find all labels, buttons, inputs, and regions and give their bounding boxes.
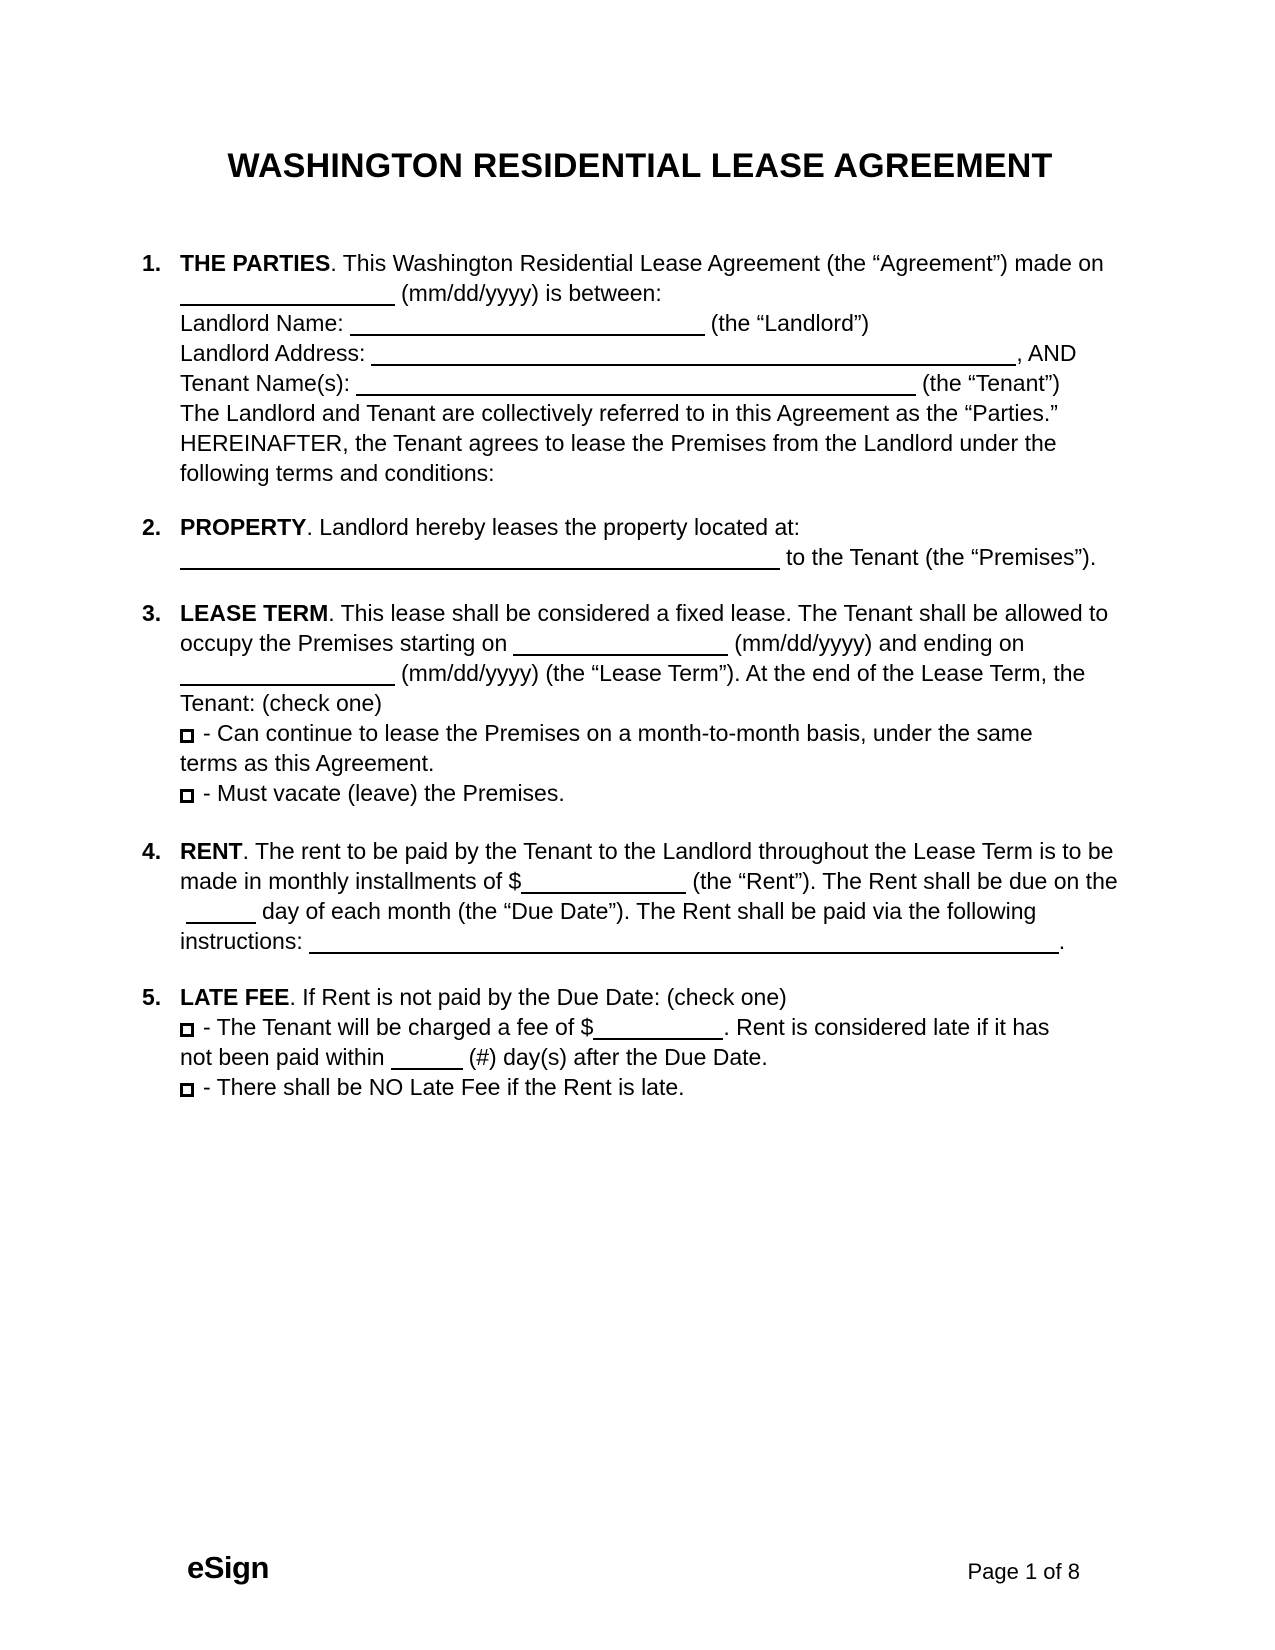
late-fee-option-text-3: (#) day(s) after the Due Date. bbox=[468, 1044, 768, 1070]
no-late-fee-label: - There shall be NO Late Fee if the Rent is late. bbox=[203, 1074, 685, 1100]
hereinafter-paragraph: HEREINAFTER, the Tenant agrees to lease the Premises from the Landlord under the following terms and conditions: bbox=[180, 430, 1057, 486]
parties-intro-text: . This Washington Residential Lease Agreement (the “Agreement”) made on bbox=[330, 250, 1104, 276]
section-lease-term bbox=[142, 598, 1138, 808]
rent-due-day-field[interactable] bbox=[186, 902, 256, 924]
section-number-1: 1. bbox=[142, 250, 162, 276]
late-fee-text-1: . If Rent is not paid by the Due Date: (check one) bbox=[289, 984, 787, 1010]
lease-end-option-vacate bbox=[180, 778, 1138, 808]
rent-text-4: . bbox=[1058, 928, 1066, 954]
late-fee-option-charged bbox=[180, 1012, 1080, 1072]
section-heading-late-fee: LATE FEE bbox=[180, 984, 290, 1010]
section-late-fee bbox=[142, 982, 1138, 1102]
must-vacate-checkbox[interactable] bbox=[180, 789, 194, 803]
late-fee-option-none bbox=[180, 1072, 1138, 1102]
landlord-name-suffix: (the “Landlord”) bbox=[710, 310, 870, 336]
landlord-block bbox=[180, 308, 1138, 368]
landlord-address-suffix: , AND bbox=[1016, 340, 1077, 366]
property-after-blank: to the Tenant (the “Premises”). bbox=[786, 544, 1097, 570]
section-heading-rent: RENT bbox=[180, 838, 243, 864]
lease-term-text-2: (mm/dd/yyyy) and ending on bbox=[734, 630, 1025, 656]
landlord-name-field[interactable] bbox=[350, 314, 705, 336]
section-heading-parties: THE PARTIES bbox=[180, 250, 331, 276]
rent-amount-field[interactable] bbox=[521, 872, 686, 894]
tenant-block bbox=[180, 368, 1138, 398]
landlord-name-label: Landlord Name: bbox=[180, 310, 344, 336]
section-number-4: 4. bbox=[142, 838, 162, 864]
lease-end-option-renew bbox=[180, 718, 1060, 778]
late-fee-option-text-1: - The Tenant will be charged a fee of $ bbox=[203, 1014, 594, 1040]
option-vacate-label: - Must vacate (leave) the Premises. bbox=[203, 780, 565, 806]
lease-term-text-1: . This lease shall be considered a fixed lease. The Tenant shall be allowed to occupy the Premises starting on bbox=[180, 600, 1109, 656]
page-number-label: Page 1 of 8 bbox=[967, 1559, 1080, 1584]
parties-intro-paragraph bbox=[180, 248, 1138, 308]
section-heading-lease-term: LEASE TERM bbox=[180, 600, 329, 626]
parties-collective-note: The Landlord and Tenant are collectively referred to in this Agreement as the “Parties.” bbox=[180, 400, 1058, 426]
property-text: . Landlord hereby leases the property located at: bbox=[306, 514, 801, 540]
rent-text-1: . The rent to be paid by the Tenant to the Landlord throughout the Lease Term is to be made in monthly installments of $ bbox=[180, 838, 1114, 894]
late-fee-amount-field[interactable] bbox=[593, 1018, 723, 1040]
section-rent bbox=[142, 836, 1138, 956]
month-to-month-checkbox[interactable] bbox=[180, 729, 194, 743]
esign-logo: eSign bbox=[187, 1550, 269, 1585]
lease-start-date-field[interactable] bbox=[513, 634, 728, 656]
section-number-2: 2. bbox=[142, 514, 162, 540]
tenant-names-field[interactable] bbox=[356, 374, 916, 396]
tenant-name-label: Tenant Name(s): bbox=[180, 370, 351, 396]
option-renew-label: - Can continue to lease the Premises on a month-to-month basis, under the same terms as this Agreement. bbox=[180, 720, 1033, 776]
landlord-address-label: Landlord Address: bbox=[180, 340, 366, 366]
lease-term-text-3: (mm/dd/yyyy) (the “Lease Term”). At the end of the Lease Term, the Tenant: (check one) bbox=[180, 660, 1086, 716]
property-paragraph bbox=[180, 512, 1138, 572]
lease-term-paragraph bbox=[180, 598, 1138, 718]
property-address-field[interactable] bbox=[180, 548, 780, 570]
late-fee-paragraph bbox=[180, 982, 1138, 1012]
section-property bbox=[142, 512, 1138, 572]
rent-text-2: (the “Rent”). The Rent shall be due on the bbox=[692, 868, 1118, 894]
parties-intro-after-date: (mm/dd/yyyy) is between: bbox=[401, 280, 662, 306]
section-heading-property: PROPERTY bbox=[180, 514, 307, 540]
document-content bbox=[142, 146, 1138, 1102]
payment-instructions-field[interactable] bbox=[309, 932, 1059, 954]
agreement-date-field[interactable] bbox=[180, 284, 395, 306]
lease-end-date-field[interactable] bbox=[180, 664, 395, 686]
landlord-address-field[interactable] bbox=[371, 344, 1016, 366]
no-late-fee-checkbox[interactable] bbox=[180, 1083, 194, 1097]
rent-paragraph bbox=[180, 836, 1138, 956]
late-fee-charged-checkbox[interactable] bbox=[180, 1023, 194, 1037]
tenant-name-suffix: (the “Tenant”) bbox=[922, 370, 1061, 396]
section-number-3: 3. bbox=[142, 600, 162, 626]
section-the-parties bbox=[142, 248, 1138, 488]
section-number-5: 5. bbox=[142, 984, 162, 1010]
late-fee-days-field[interactable] bbox=[391, 1048, 463, 1070]
rent-text-3: day of each month (the “Due Date”). The Rent shall be paid via the following instructions: bbox=[180, 898, 1037, 954]
late-fee-option-text-2: . Rent is considered late if it has not been paid within bbox=[180, 1014, 1050, 1070]
document-title: WASHINGTON RESIDENTIAL LEASE AGREEMENT bbox=[227, 147, 1053, 185]
